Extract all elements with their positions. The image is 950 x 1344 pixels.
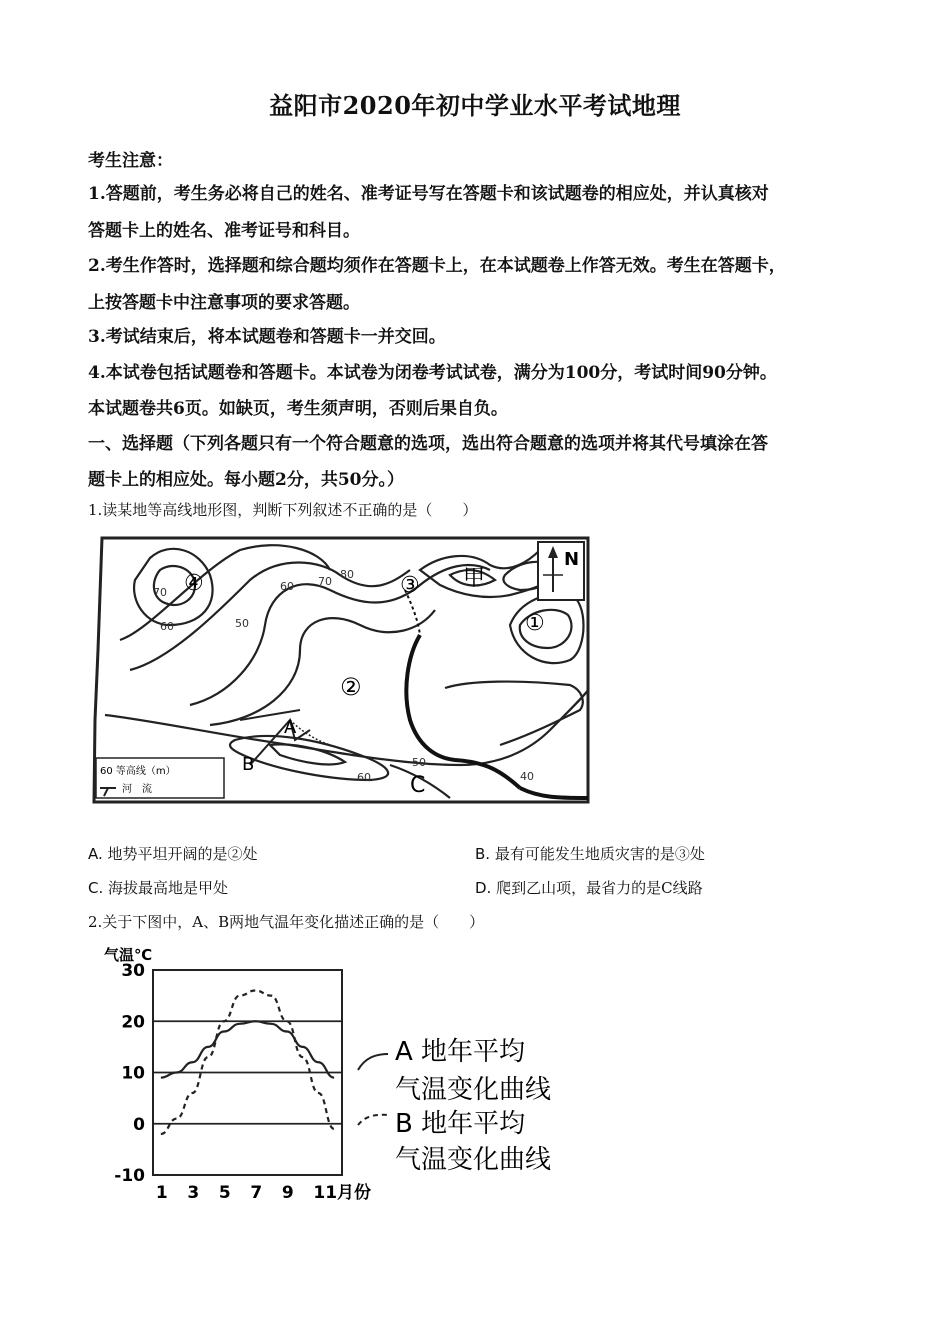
contour-label: 50 (412, 756, 426, 769)
question-1-stem: 1.读某地等高线地形图，判断下列叙述不正确的是（ ） (88, 501, 478, 519)
x-tick-label: 1 (155, 1183, 168, 1203)
series-b-line (161, 991, 334, 1135)
y-tick-label: 10 (121, 1063, 145, 1084)
marker-A: A (284, 717, 297, 738)
y-tick-label: 0 (133, 1114, 145, 1135)
option-a-key: A. (88, 845, 103, 863)
notice-line: 答题卡上的姓名、准考证号和科目。 (88, 221, 360, 241)
contour-label: 70 (318, 575, 332, 588)
contour-label: 80 (340, 568, 354, 581)
marker-1: ① (525, 611, 545, 636)
question-2-stem: 2.关于下图中，A、B两地气温年变化描述正确的是（ ） (88, 913, 485, 931)
marker-jia: 甲 (463, 566, 486, 591)
marker-4: ④ (184, 571, 204, 596)
option-d-text: 爬到乙山项，最省力的是C线路 (496, 879, 703, 897)
option-d[interactable] (475, 877, 703, 898)
section-heading: 一、选择题（下列各题只有一个符合题意的选项，选出符合题意的选项并将其代号填涂在答 (88, 434, 768, 454)
option-a-text: 地势平坦开阔的是②处 (107, 845, 258, 863)
contour-label: 50 (235, 617, 249, 630)
marker-B: B (242, 754, 255, 775)
notice-line: 1.答题前，考生务必将自己的姓名、准考证号写在答题卡和该试题卷的相应处，并认真核对 (88, 184, 769, 204)
legend-contour: 60 等高线（m） (100, 766, 176, 777)
legend-a-line1: A 地年平均 (395, 1037, 526, 1067)
contour-label: 70 (153, 586, 167, 599)
contour-label: 60 (280, 580, 294, 593)
x-tick-label: 3 (187, 1183, 200, 1203)
option-a[interactable] (88, 843, 258, 864)
contour-map (90, 530, 595, 805)
x-tick-label: 7 (250, 1183, 263, 1203)
notice-heading: 考生注意： (88, 151, 173, 171)
contour-label: 40 (520, 770, 534, 783)
notice-line: 4.本试卷包括试题卷和答题卡。本试卷为闭卷考试试卷，满分为100分，考试时间90分钟。 (88, 363, 777, 383)
north-label: N (564, 549, 580, 570)
marker-C: C (410, 773, 426, 798)
marker-2: ② (340, 673, 362, 701)
x-tick-label: 11月份 (313, 1183, 372, 1203)
x-tick-label: 9 (281, 1183, 294, 1203)
temperature-chart (90, 940, 600, 1210)
notice-line: 本试题卷共6页。如缺页，考生须声明，否则后果自负。 (88, 399, 508, 419)
marker-3: ③ (400, 573, 420, 598)
legend-b-line1: B 地年平均 (395, 1109, 526, 1139)
notice-line: 3.考试结束后，将本试题卷和答题卡一并交回。 (88, 327, 446, 347)
contour-label: 60 (357, 771, 371, 784)
option-c-key: C. (88, 879, 104, 897)
option-d-key: D. (475, 879, 492, 897)
y-axis-label: 气温℃ (104, 946, 153, 964)
page-title: 益阳市2020年初中学业水平考试地理 (269, 91, 681, 120)
legend-b-line2: 气温变化曲线 (395, 1145, 552, 1175)
y-tick-label: -10 (114, 1166, 145, 1186)
option-b-text: 最有可能发生地质灾害的是③处 (494, 845, 705, 863)
legend-river: 河 流 (122, 784, 152, 795)
option-c[interactable] (88, 877, 228, 898)
contour-label: 60 (160, 620, 174, 633)
y-tick-label: 20 (121, 1012, 145, 1033)
section-heading-cont: 题卡上的相应处。每小题2分，共50分。） (88, 470, 404, 490)
option-c-text: 海拔最高地是甲处 (108, 879, 229, 897)
y-tick-label: 30 (121, 961, 145, 981)
option-b-key: B. (475, 845, 491, 863)
option-b[interactable] (475, 843, 705, 864)
x-tick-label: 5 (218, 1183, 231, 1203)
legend-a-line2: 气温变化曲线 (395, 1075, 552, 1105)
notice-line: 上按答题卡中注意事项的要求答题。 (88, 293, 360, 313)
notice-line: 2.考生作答时，选择题和综合题均须作在答题卡上，在本试题卷上作答无效。考生在答题卡， (88, 256, 786, 276)
